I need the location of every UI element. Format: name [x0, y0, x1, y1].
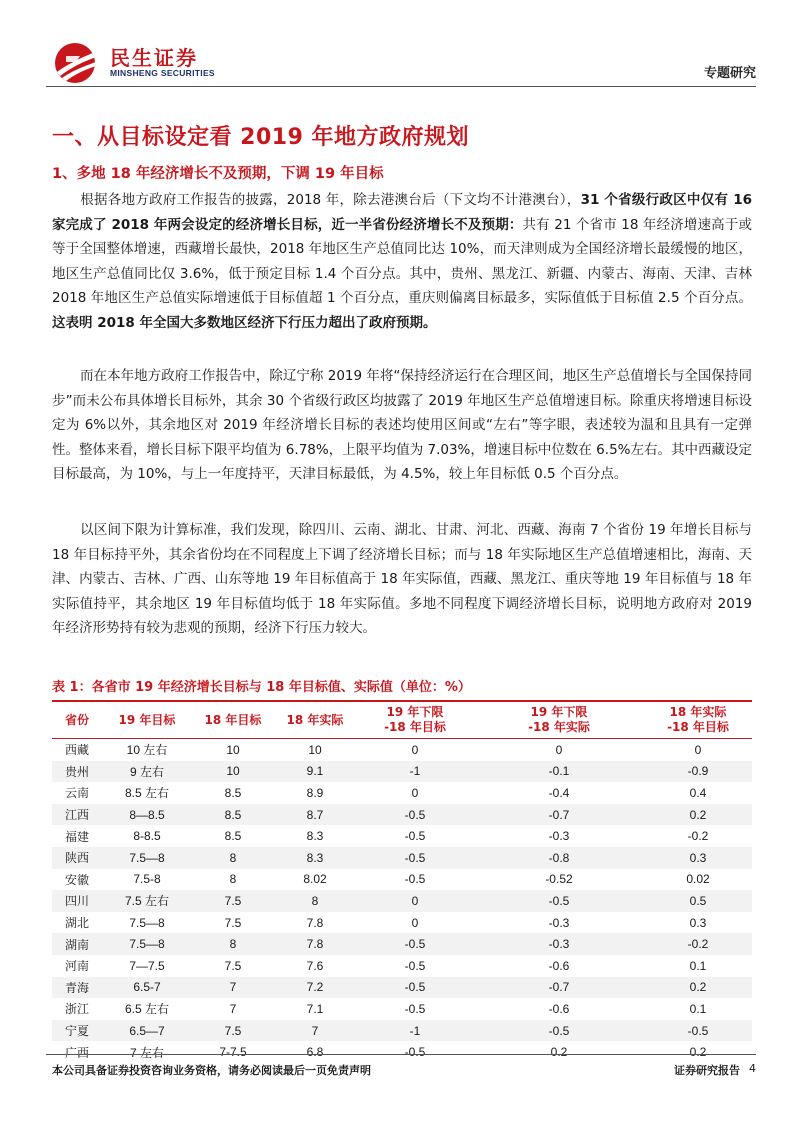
value-cell: 7.5	[224, 958, 242, 973]
value-cell: -0.5	[356, 804, 474, 826]
province-cell: 河南	[64, 959, 89, 974]
value-cell: 0.2	[644, 804, 752, 826]
value-cell: 10 左右	[126, 743, 168, 758]
province-cell: 贵州	[52, 761, 102, 783]
table-row	[52, 998, 752, 1020]
value-cell: 8.3	[274, 847, 356, 869]
value-cell: -0.8	[474, 847, 644, 869]
province-cell: 浙江	[64, 1002, 89, 1017]
value-cell: -0.5	[644, 1020, 752, 1042]
value-cell: -0.3	[548, 915, 570, 930]
brand-logo	[54, 40, 254, 86]
growth-target-table	[52, 700, 752, 1063]
province-cell: 湖北	[64, 916, 89, 931]
value-cell: 8.9	[306, 785, 324, 800]
value-cell: -0.5	[404, 872, 426, 887]
value-cell: 8	[192, 933, 274, 955]
province-cell: 陕西	[52, 847, 102, 869]
value-cell: 7	[274, 1020, 356, 1042]
value-cell: -0.2	[644, 933, 752, 955]
value-cell: 0	[411, 742, 419, 757]
paragraph-1-sentence-3: 共有 21 个省市 18 年经济增速高于或等于全国整体增速，西藏增长最快，2018 年地区生产总值同比达 10%，而天津则成为全国经济增长最缓慢的地区，地区生产总值同比仅 3.6%，低于预定目标 1.4 个百分点。其中，贵州、黑龙江、新疆、内蒙古、海南、天津、吉林 2018 年地区生产总值实际增速低于目标值超 1 个百分点，重庆则偏离目标最多，实际值低于目标值 2.5 个百分点。	[52, 216, 752, 306]
value-cell: 7	[229, 1001, 237, 1016]
value-cell: 0.2	[689, 1045, 707, 1060]
value-cell: 8.5 左右	[124, 786, 170, 801]
value-cell: 7.8	[306, 915, 324, 930]
value-cell: 7.5—8	[102, 933, 192, 955]
value-cell: -0.5	[404, 958, 426, 973]
header-divider	[46, 86, 756, 87]
value-cell: 0.02	[686, 872, 710, 887]
table-row	[52, 782, 752, 804]
brand-name-cn: 民生证券	[110, 46, 198, 70]
col-header-19-low-minus-18-target: 19 年下限 -18 年目标	[356, 701, 474, 739]
table-header-row	[52, 701, 752, 739]
value-cell: 7.6	[306, 958, 324, 973]
value-cell: 6.5—7	[102, 1020, 192, 1042]
value-cell: 7.5-8	[133, 872, 161, 887]
value-cell: 0.2	[550, 1045, 568, 1060]
value-cell: 8.3	[306, 829, 324, 844]
section-title: 一、从目标设定看 2019 年地方政府规划	[52, 125, 470, 150]
col-header-19-low-minus-18-actual: 19 年下限 -18 年实际	[474, 701, 644, 739]
value-cell: -0.9	[644, 761, 752, 783]
value-cell: 7.5 左右	[102, 890, 192, 912]
value-cell: 9 左右	[102, 761, 192, 783]
value-cell: 7.5—8	[102, 847, 192, 869]
report-type-label: 专题研究	[703, 66, 756, 81]
province-cell: 四川	[52, 890, 102, 912]
value-cell: -0.4	[548, 785, 570, 800]
value-cell: 8-8.5	[133, 829, 161, 844]
value-cell: -0.5	[474, 890, 644, 912]
col-header-18-actual: 18 年实际	[274, 701, 356, 739]
col-header-19-target: 19 年目标	[102, 701, 192, 739]
col-header-18-target: 18 年目标	[192, 701, 274, 739]
col-header-province: 省份	[52, 701, 102, 739]
value-cell: 7-7.5	[219, 1045, 247, 1060]
value-cell: -0.5	[356, 977, 474, 999]
paragraph-1-sentence-1: 根据各地方政府工作报告的披露，2018 年，除去港澳台后（下文均不计港澳台），	[80, 192, 581, 208]
value-cell: -0.2	[687, 829, 709, 844]
value-cell: 0	[411, 915, 419, 930]
value-cell: -0.1	[474, 761, 644, 783]
table-row	[52, 739, 752, 761]
value-cell: -0.3	[474, 933, 644, 955]
table-title: 表 1：各省市 19 年经济增长目标与 18 年目标值、实际值（单位：%）	[52, 680, 471, 695]
value-cell: 7.5—8	[129, 915, 165, 930]
brand-name-en: MINSHENG SECURITIES	[110, 68, 215, 78]
table-row	[52, 912, 752, 934]
value-cell: -0.52	[545, 872, 573, 887]
value-cell: 0.1	[689, 1001, 707, 1016]
value-cell: 7.5	[192, 1020, 274, 1042]
value-cell: 8.02	[303, 872, 327, 887]
table-row	[52, 847, 752, 869]
col-header-18-actual-minus-18-target: 18 年实际 -18 年目标	[644, 701, 752, 739]
value-cell: 8—8.5	[102, 804, 192, 826]
minsheng-logo-icon	[54, 42, 104, 84]
value-cell: -0.5	[356, 847, 474, 869]
value-cell: 0.2	[644, 977, 752, 999]
paragraph-1-highlight-1: 31 个省级行政区中仅有 16 家完成了 2018 年两会设定的经济增长目标，近一半省份经济增长不及预期：	[52, 192, 752, 233]
province-cell: 宁夏	[52, 1020, 102, 1042]
page-header	[0, 0, 802, 96]
value-cell: 8.5	[192, 804, 274, 826]
value-cell: -0.5	[404, 1045, 426, 1060]
province-cell: 江西	[52, 804, 102, 826]
value-cell: 10	[192, 761, 274, 783]
value-cell: 0.5	[644, 890, 752, 912]
value-cell: 0	[411, 785, 419, 800]
value-cell: 7	[192, 977, 274, 999]
paragraph-3-text: 以区间下限为计算标准，我们发现，除四川、云南、湖北、甘肃、河北、西藏、海南 7 个省份 19 年增长目标与 18 年目标持平外，其余省份均在不同程度上下调了经济增长目标；而与 18 年实际地区生产总值增速相比，海南、天津、内蒙古、吉林、广西、山东等地 19 年目标值高于 18 年实际值，西藏、黑龙江、重庆等地 19 年目标值与 18 年实际值持平，其余地区 19 年目标值均低于 18 年实际值。多地不同程度下调经济增长目标，说明地方政府对 2019 年经济形势持有较为悲观的预期，经济下行压力较大。	[52, 522, 752, 636]
province-cell: 云南	[64, 786, 89, 801]
value-cell: 8	[229, 872, 237, 887]
value-cell: 0.1	[689, 958, 707, 973]
value-cell: 7—7.5	[129, 958, 165, 973]
value-cell: 8.7	[274, 804, 356, 826]
value-cell: -0.5	[404, 1001, 426, 1016]
value-cell: 10	[308, 742, 322, 757]
table-row	[52, 804, 752, 826]
value-cell: -0.6	[548, 958, 570, 973]
section-subtitle: 1、多地 18 年经济增长不及预期，下调 19 年目标	[52, 166, 384, 182]
value-cell: -0.5	[474, 1020, 644, 1042]
paragraph-2	[52, 364, 752, 487]
value-cell: 6.8	[306, 1045, 324, 1060]
province-cell: 福建	[64, 829, 89, 844]
table-row	[52, 955, 752, 977]
value-cell: -0.7	[474, 977, 644, 999]
table-row	[52, 977, 752, 999]
value-cell: 8	[274, 890, 356, 912]
table-row	[52, 761, 752, 783]
value-cell: -0.3	[548, 829, 570, 844]
value-cell: 0	[694, 742, 702, 757]
value-cell: 0	[356, 890, 474, 912]
value-cell: 7.5	[192, 890, 274, 912]
table-row	[52, 933, 752, 955]
value-cell: 8.5	[224, 785, 242, 800]
table-row	[52, 1020, 752, 1042]
footer-divider	[46, 1054, 756, 1055]
value-cell: 7.8	[274, 933, 356, 955]
province-cell: 湖南	[52, 933, 102, 955]
value-cell: 8.5	[224, 829, 242, 844]
footer-disclaimer: 本公司具备证券投资咨询业务资格，请务必阅读最后一页免责声明	[52, 1064, 371, 1077]
value-cell: 7.2	[274, 977, 356, 999]
value-cell: 7.5	[224, 915, 242, 930]
paragraph-2-text: 而在本年地方政府工作报告中，除辽宁称 2019 年将“保持经济运行在合理区间，地区生产总值增长与全国保持同步”而未公布具体增长目标外，其余 30 个省级行政区均披露了 2019 年地区生产总值增速目标。除重庆将增速目标设定为 6%以外，其余地区对 2019 年经济增长目标的表述均使用区间或“左右”等字眼，表述较为温和且具有一定弹性。整体来看，增长目标下限平均值为 6.78%，上限平均值为 7.03%，增速目标中位数在 6.5%左右。其中西藏设定目标最高，为 10%，与上一年度持平，天津目标最低，为 4.5%，较上年目标低 0.5 个百分点。	[52, 368, 752, 482]
value-cell: 8	[192, 847, 274, 869]
table-row	[52, 825, 752, 847]
footer-report-label: 证券研究报告	[674, 1064, 740, 1077]
value-cell: 0.4	[689, 785, 707, 800]
value-cell: 7 左右	[129, 1045, 164, 1060]
value-cell: 6.5 左右	[124, 1002, 170, 1017]
value-cell: 0.3	[644, 847, 752, 869]
value-cell: -0.6	[548, 1001, 570, 1016]
table-row	[52, 1041, 752, 1063]
page-number: 4	[749, 1062, 756, 1075]
paragraph-1-highlight-2: 这表明 2018 年全国大多数地区经济下行压力超出了政府预期。	[52, 314, 437, 331]
value-cell: -1	[356, 1020, 474, 1042]
table-row	[52, 869, 752, 891]
value-cell: 0	[555, 742, 563, 757]
value-cell: 9.1	[274, 761, 356, 783]
province-cell: 西藏	[64, 743, 89, 758]
value-cell: -0.5	[404, 829, 426, 844]
value-cell: 7.1	[306, 1001, 324, 1016]
paragraph-3	[52, 518, 752, 641]
value-cell: 6.5-7	[102, 977, 192, 999]
paragraph-1	[52, 188, 752, 335]
table-body	[52, 739, 752, 1063]
province-cell: 广西	[64, 1045, 89, 1060]
value-cell: 10	[226, 742, 240, 757]
value-cell: 0.3	[689, 915, 707, 930]
value-cell: -1	[356, 761, 474, 783]
value-cell: -0.5	[356, 933, 474, 955]
province-cell: 青海	[52, 977, 102, 999]
province-cell: 安徽	[64, 872, 89, 887]
value-cell: -0.7	[474, 804, 644, 826]
table-row	[52, 890, 752, 912]
